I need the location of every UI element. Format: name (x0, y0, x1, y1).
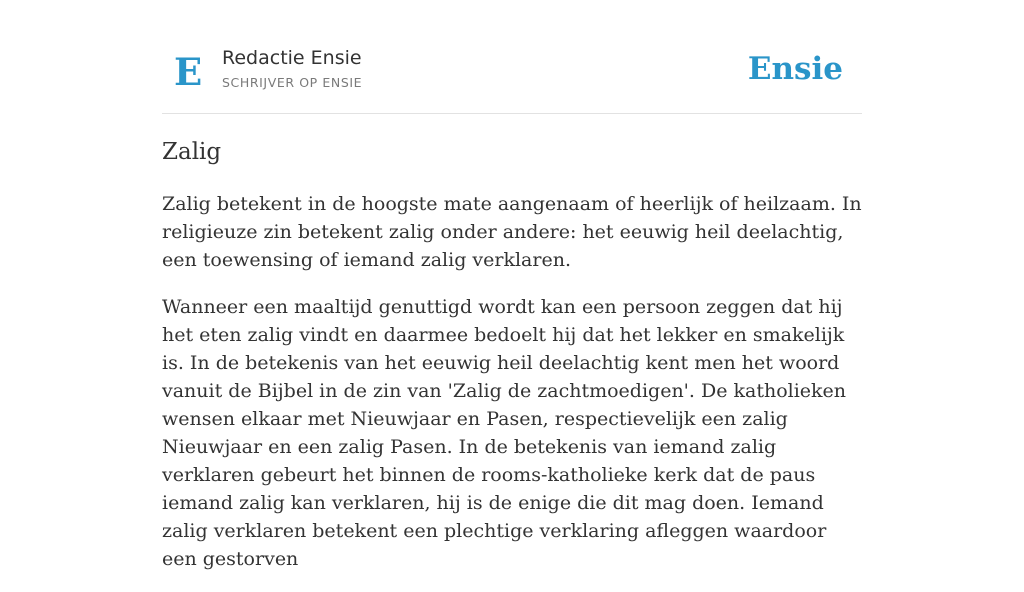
brand-logo[interactable]: Ensie (747, 51, 843, 87)
article-card (162, 0, 862, 570)
article-paragraph: Zalig betekent in de hoogste mate aangenaam of heerlijk of heilzaam. In religieuze zin betekent zalig onder andere: het eeuwig heil deelachtig, een toewensing of iemand zalig verklaren. (162, 193, 862, 271)
author-avatar[interactable]: E (174, 50, 203, 94)
article-body (162, 190, 862, 592)
article-paragraph: Wanneer een maaltijd genuttigd wordt kan een persoon zeggen dat hij het eten zalig vindt en daarmee bedoelt hij dat het lekker en smakelijk is. In de betekenis van het eeuwig heil deelachtig kent men het woord vanuit de Bijbel in de zin van 'Zalig de zachtmoedigen'. De katholieken wensen elkaar met Nieuwjaar en Pasen, respectievelijk een zalig Nieuwjaar en een zalig Pasen. In de betekenis van iemand zalig verklaren gebeurt het binnen de rooms-katholieke kerk dat de paus iemand zalig kan verklaren, hij is de enige die dit mag doen. Iemand zalig verklaren betekent een plechtige verklaring afleggen waardoor een gestorven (162, 296, 847, 570)
author-header (162, 0, 862, 114)
author-name[interactable]: Redactie Ensie (222, 47, 362, 69)
author-role: SCHRIJVER OP ENSIE (222, 75, 363, 90)
article-title: Zalig (162, 139, 222, 165)
